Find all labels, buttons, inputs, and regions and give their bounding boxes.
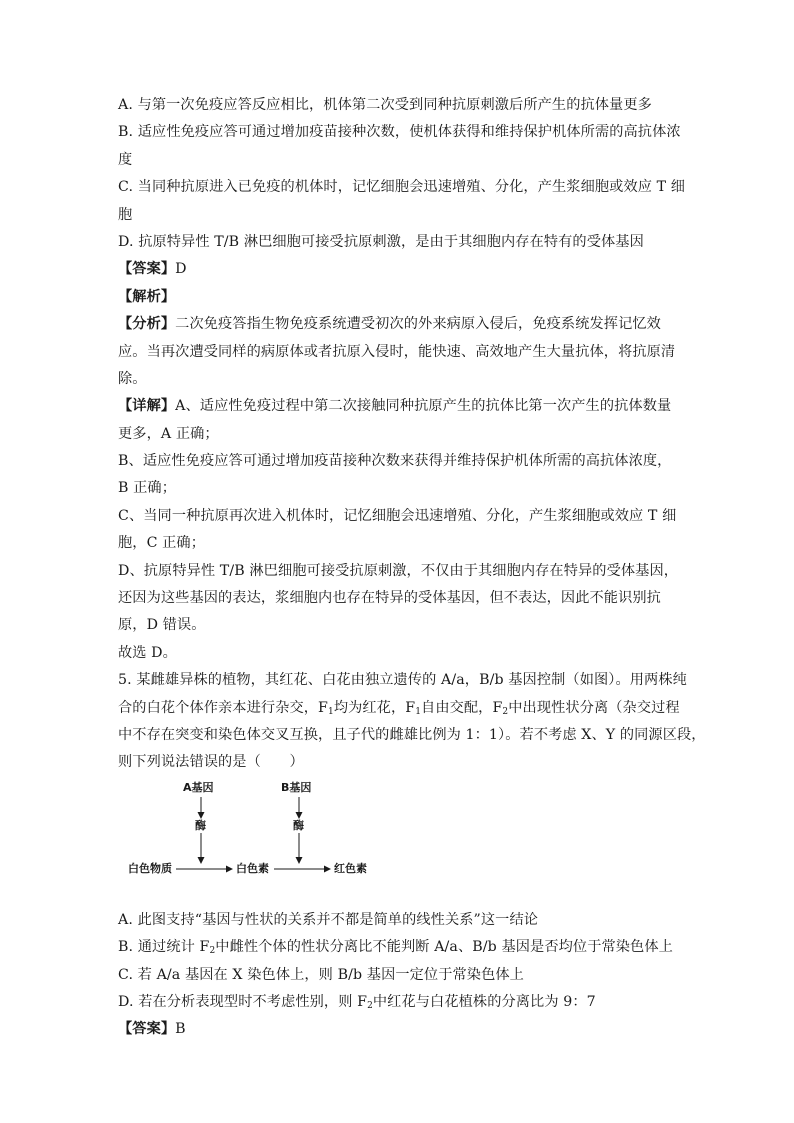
pathway-diagram <box>118 777 678 907</box>
enzyme-a-label: 酶 <box>195 818 206 832</box>
q5-option-b-text: 中雌性个体的性状分离比不能判断 A/a、B/b 基因是否均位于常染色体上 <box>215 939 673 956</box>
q5-option-d-text: 中红花与白花植株的分离比为 9：7 <box>372 993 596 1010</box>
fenxi-text: 二次免疫答指生物免疫系统遭受初次的外来病原入侵后，免疫系统发挥记忆效 <box>175 316 661 333</box>
q5-stem-text: 均为红花，F <box>333 699 416 716</box>
q4-detail-line4: B 正确； <box>118 480 176 497</box>
q4-option-d: D. 抗原特异性 T/B 淋巴细胞可接受抗原刺激，是由于其细胞内存在特有的受体基因 <box>118 233 644 250</box>
q4-analysis-tag: 【解析】 <box>118 288 176 305</box>
q5-stem-line4: 则下列说法错误的是（ ） <box>118 754 304 771</box>
q5-option-d-text: D. 若在分析表现型时不考虑性别，则 F <box>118 993 368 1010</box>
subscript: 1 <box>327 706 334 717</box>
q4-option-c-line1: C. 当同种抗原进入已免疫的机体时，记忆细胞会迅速增殖、分化，产生浆细胞或效应 T 细 <box>118 179 686 196</box>
q4-detail-line3: B、适应性免疫应答可通过增加疫苗接种次数来获得并维持保护机体所需的高抗体浓度， <box>118 453 672 470</box>
q4-conclusion: 故选 D。 <box>118 644 177 661</box>
answer-value: B <box>175 1021 186 1038</box>
q5-stem-text: 合的白花个体作亲本进行杂交，F <box>118 699 328 716</box>
q5-option-d <box>118 989 678 1016</box>
fenxi-tag: 【分析】 <box>118 316 176 333</box>
q4-answer <box>118 256 678 283</box>
q4-detail-line7: D、抗原特异性 T/B 淋巴细胞可接受抗原刺激，不仅由于其细胞内存在特异的受体基因， <box>118 562 679 579</box>
q5-stem-line3: 中不存在突变和染色体交叉互换，且子代的雌雄比例为 1：1）。若不考虑 X、Y 的同源区段， <box>118 726 706 743</box>
document-page <box>118 92 706 1044</box>
q4-fenxi-line2: 应。当再次遭受同样的病原体或者抗原入侵时，能快速、高效地产生大量抗体，将抗原清 <box>118 343 676 360</box>
subscript: 1 <box>415 706 422 717</box>
q5-option-a: A. 此图支持“基因与性状的关系并不都是简单的线性关系”这一结论 <box>118 911 539 928</box>
answer-tag: 【答案】 <box>118 1021 176 1038</box>
q5-stem-text: 中出现性状分离（杂交过程 <box>508 699 680 716</box>
q5-stem-line2 <box>118 695 678 722</box>
gene-a-label: A基因 <box>183 780 214 794</box>
q4-option-a: A. 与第一次免疫应答反应相比，机体第二次受到同种抗原刺激后所产生的抗体量更多 <box>118 97 652 113</box>
q4-detail-line8: 还因为这些基因的表达，浆细胞内也存在特异的受体基因，但不表达，因此不能识别抗 <box>118 590 661 607</box>
detail-tag: 【详解】 <box>118 398 176 415</box>
q4-option-b-line1: B. 适应性免疫应答可通过增加疫苗接种次数，使机体获得和维持保护机体所需的高抗体浓 <box>118 124 681 141</box>
q5-option-c: C. 若 A/a 基因在 X 染色体上，则 B/b 基因一定位于常染色体上 <box>118 966 524 983</box>
answer-value: D <box>175 261 187 278</box>
q5-option-b <box>118 934 678 961</box>
white-substance-label: 白色物质 <box>128 861 172 875</box>
q4-detail-line5: C、当同一种抗原再次进入机体时，记忆细胞会迅速增殖、分化，产生浆细胞或效应 T 细 <box>118 507 677 524</box>
enzyme-b-label: 酶 <box>293 818 304 832</box>
q5-option-b-text: B. 通过统计 F <box>118 939 210 956</box>
q5-stem-text: 自由交配，F <box>421 699 503 716</box>
detail-text: A、适应性免疫过程中第二次接触同种抗原产生的抗体比第一次产生的抗体数量 <box>175 398 672 415</box>
subscript: 2 <box>367 1000 373 1011</box>
q4-option-b-line2: 度 <box>118 151 133 168</box>
q4-fenxi-line1 <box>118 311 678 338</box>
answer-tag: 【答案】 <box>118 261 176 278</box>
q5-answer <box>118 1016 678 1043</box>
q4-detail-line2: 更多，A 正确； <box>118 425 219 442</box>
q4-detail-line1 <box>118 393 678 420</box>
q4-detail-line9: 原，D 错误。 <box>118 617 206 634</box>
q5-stem-line1: 5. 某雌雄异株的植物，其红花、白花由独立遗传的 A/a，B/b 基因控制（如图）。用两株纯 <box>118 672 687 689</box>
subscript: 2 <box>209 946 216 957</box>
pathway-arrows <box>118 777 678 907</box>
red-pigment-label: 红色素 <box>334 861 367 875</box>
white-pigment-label: 白色素 <box>236 861 269 875</box>
q4-fenxi-line3: 除。 <box>118 370 147 387</box>
subscript: 2 <box>502 706 509 717</box>
gene-b-label: B基因 <box>281 780 312 794</box>
q4-option-c-line2: 胞 <box>118 206 133 223</box>
q4-detail-line6: 胞，C 正确； <box>118 535 206 552</box>
